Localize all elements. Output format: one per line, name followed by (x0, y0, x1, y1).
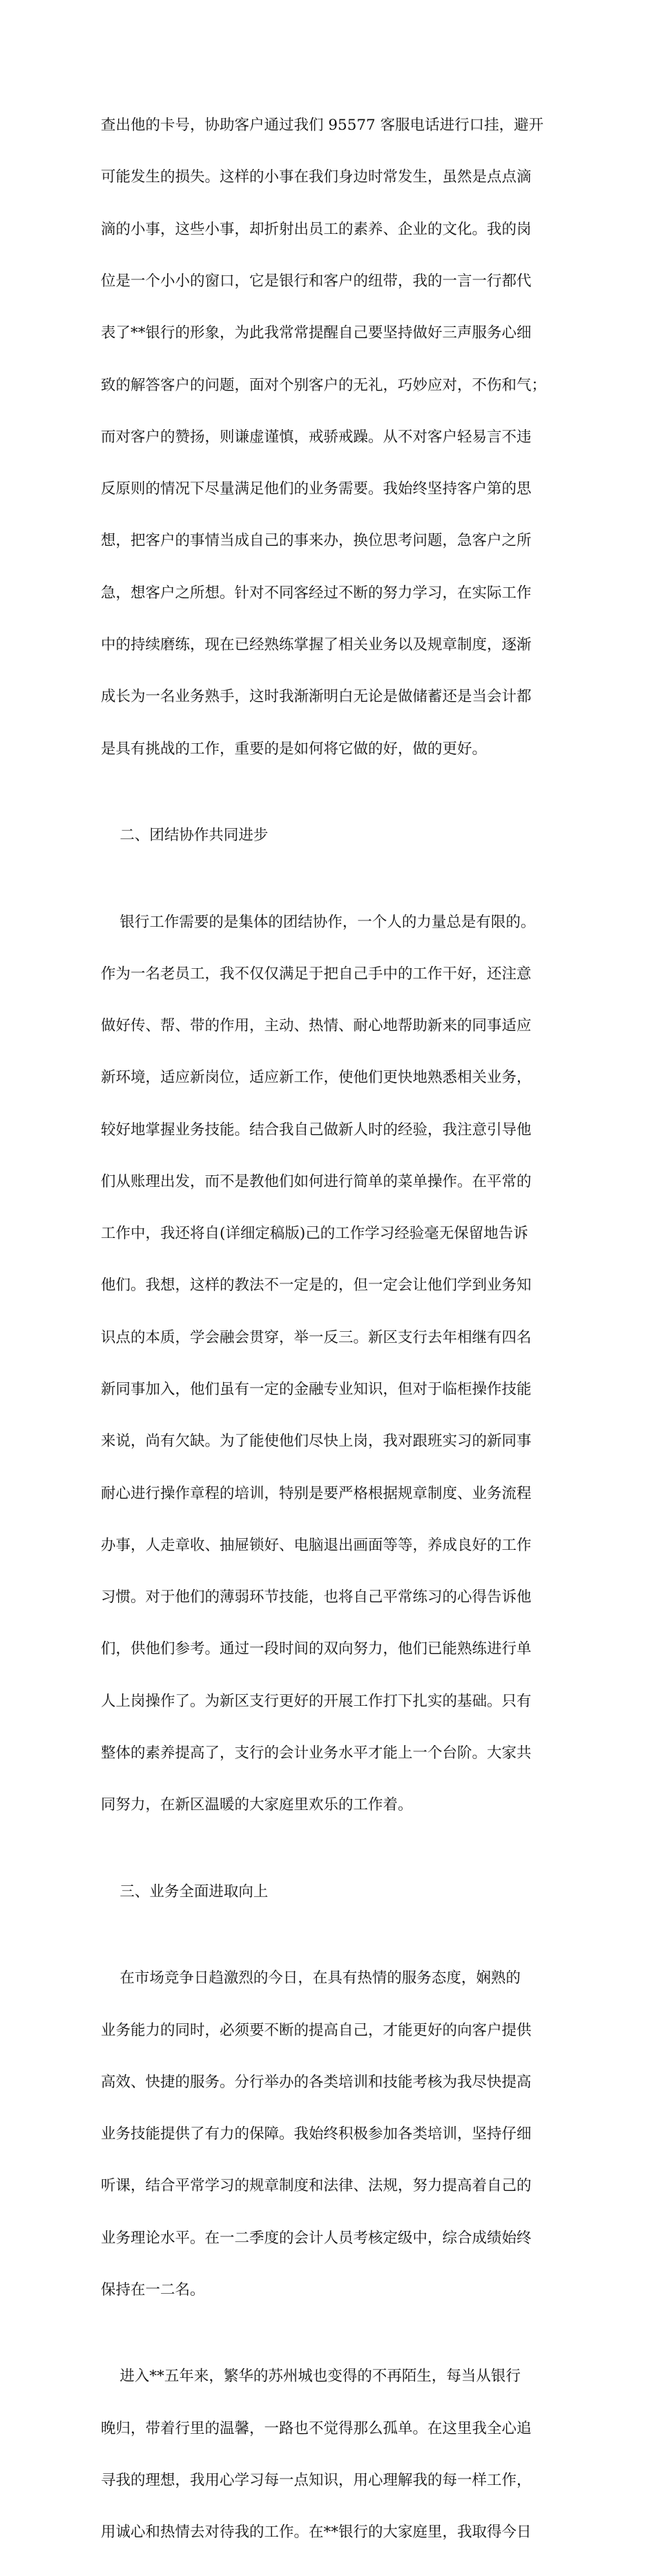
text-line: 在市场竞争日趋激烈的今日，在具有热情的服务态度，娴熟的 (101, 1969, 521, 1987)
text-line: 位是一个小小的窗口，它是银行和客户的纽带，我的一言一行都代 (101, 273, 532, 291)
text-line: 中的持续磨练，现在已经熟练掌握了相关业务以及规章制度，逐渐 (101, 636, 532, 653)
text-line: 是具有挑战的工作，重要的是如何将它做的好，做的更好。 (101, 740, 488, 758)
paragraph-business (101, 1935, 570, 2333)
text-line: 想，把客户的事情当成自己的事来办，换位思考问题，急客户之所 (101, 532, 532, 550)
text-line: 听课，结合平常学习的规章制度和法律、法规，努力提高着自己的 (101, 2177, 532, 2195)
text-line: 进入**五年来，繁华的苏州城也变得的不再陌生，每当从银行 (101, 2368, 521, 2386)
text-line: 用诚心和热情去对待我的工作。在**银行的大家庭里，我取得今日 (101, 2524, 532, 2541)
text-line: 查出他的卡号，协助客户通过我们 95577 客服电话进行口挂，避开 (101, 117, 544, 135)
text-line: 工作中，我还将自(详细定稿版)己的工作学习经验毫无保留地告诉 (101, 1225, 528, 1243)
text-line: 急，想客户之所想。针对不同客经过不断的努力学习，在实际工作 (101, 584, 532, 602)
text-line: 整体的素养提高了，支行的会计业务水平才能上一个台阶。大家共 (101, 1744, 532, 1762)
text-line: 办事，人走章收、抽屉锁好、电脑退出画面等等，养成良好的工作 (101, 1536, 532, 1554)
text-line: 业务技能提供了有力的保障。我始终积极参加各类培训，坚持仔细 (101, 2125, 532, 2143)
text-line: 业务能力的同时，必须要不断的提高自己，才能更好的向客户提供 (101, 2021, 532, 2039)
text-line: 耐心进行操作章程的培训，特别是要严格根据规章制度、业务流程 (101, 1484, 532, 1502)
text-line: 可能发生的损失。这样的小事在我们身边时常发生，虽然是点点滴 (101, 168, 532, 186)
text-line: 来说，尚有欠缺。为了能使他们尽快上岗，我对跟班实习的新同事 (101, 1433, 532, 1451)
text-line: 做好传、帮、带的作用，主动、热情、耐心地帮助新来的同事适应 (101, 1017, 532, 1035)
text-line: 新环境，适应新岗位，适应新工作，使他们更快地熟悉相关业务， (101, 1069, 532, 1087)
text-line: 成长为一名业务熟手，这时我渐渐明白无论是做储蓄还是当会计都 (101, 688, 532, 706)
text-line: 们，供他们参考。通过一段时间的双向努力，他们已能熟练进行单 (101, 1640, 532, 1658)
paragraph-customer-service (101, 82, 570, 792)
text-line: 新同事加入，他们虽有一定的金融专业知识，但对于临柜操作技能 (101, 1381, 532, 1399)
text-line: 高效、快捷的服务。分行举办的各类培训和技能考核为我尽快提高 (101, 2073, 532, 2091)
text-line: 而对客户的赞扬，则谦虚谨慎，戒骄戒躁。从不对客户轻易言不违 (101, 428, 532, 446)
text-line: 他们。我想，这样的教法不一定是的，但一定会让他们学到业务知 (101, 1277, 532, 1295)
document-body (101, 82, 570, 2576)
section-heading-business (101, 1849, 570, 1935)
text-line: 识点的本质，学会融会贯穿，举一反三。新区支行去年相继有四名 (101, 1328, 532, 1346)
text-line: 同努力，在新区温暖的大家庭里欢乐的工作着。 (101, 1796, 413, 1814)
heading-line: 二、团结协作共同进步 (101, 827, 269, 845)
paragraph-suzhou (101, 2333, 570, 2575)
paragraph-teamwork (101, 878, 570, 1848)
text-line: 业务理论水平。在一二季度的会计人员考核定级中，综合成绩始终 (101, 2229, 532, 2247)
text-line: 保持在一二名。 (101, 2281, 205, 2299)
text-line: 们从账理出发，而不是教他们如何进行简单的菜单操作。在平常的 (101, 1172, 532, 1190)
text-line: 反原则的情况下尽量满足他们的业务需要。我始终坚持客户第的思 (101, 480, 532, 498)
text-line: 晚归，带着行里的温馨，一路也不觉得那么孤单。在这里我全心追 (101, 2419, 532, 2437)
text-line: 较好地掌握业务技能。结合我自己做新人时的经验，我注意引导他 (101, 1121, 532, 1139)
text-line: 作为一名老员工，我不仅仅满足于把自己手中的工作干好，还注意 (101, 965, 532, 983)
text-line: 寻我的理想，我用心学习每一点知识，用心理解我的每一样工作， (101, 2471, 532, 2489)
text-line: 习惯。对于他们的薄弱环节技能，也将自己平常练习的心得告诉他 (101, 1589, 532, 1606)
text-line: 滴的小事，这些小事，却折射出员工的素养、企业的文化。我的岗 (101, 220, 532, 238)
text-line: 银行工作需要的是集体的团结协作，一个人的力量总是有限的。 (101, 913, 536, 931)
text-line: 表了**银行的形象，为此我常常提醒自己要坚持做好三声服务心细 (101, 324, 532, 342)
text-line: 人上岗操作了。为新区支行更好的开展工作打下扎实的基础。只有 (101, 1692, 532, 1710)
section-heading-teamwork (101, 792, 570, 878)
heading-line: 三、业务全面进取向上 (101, 1882, 269, 1900)
text-line: 致的解答客户的问题，面对个别客户的无礼，巧妙应对，不伤和气； (101, 376, 547, 394)
